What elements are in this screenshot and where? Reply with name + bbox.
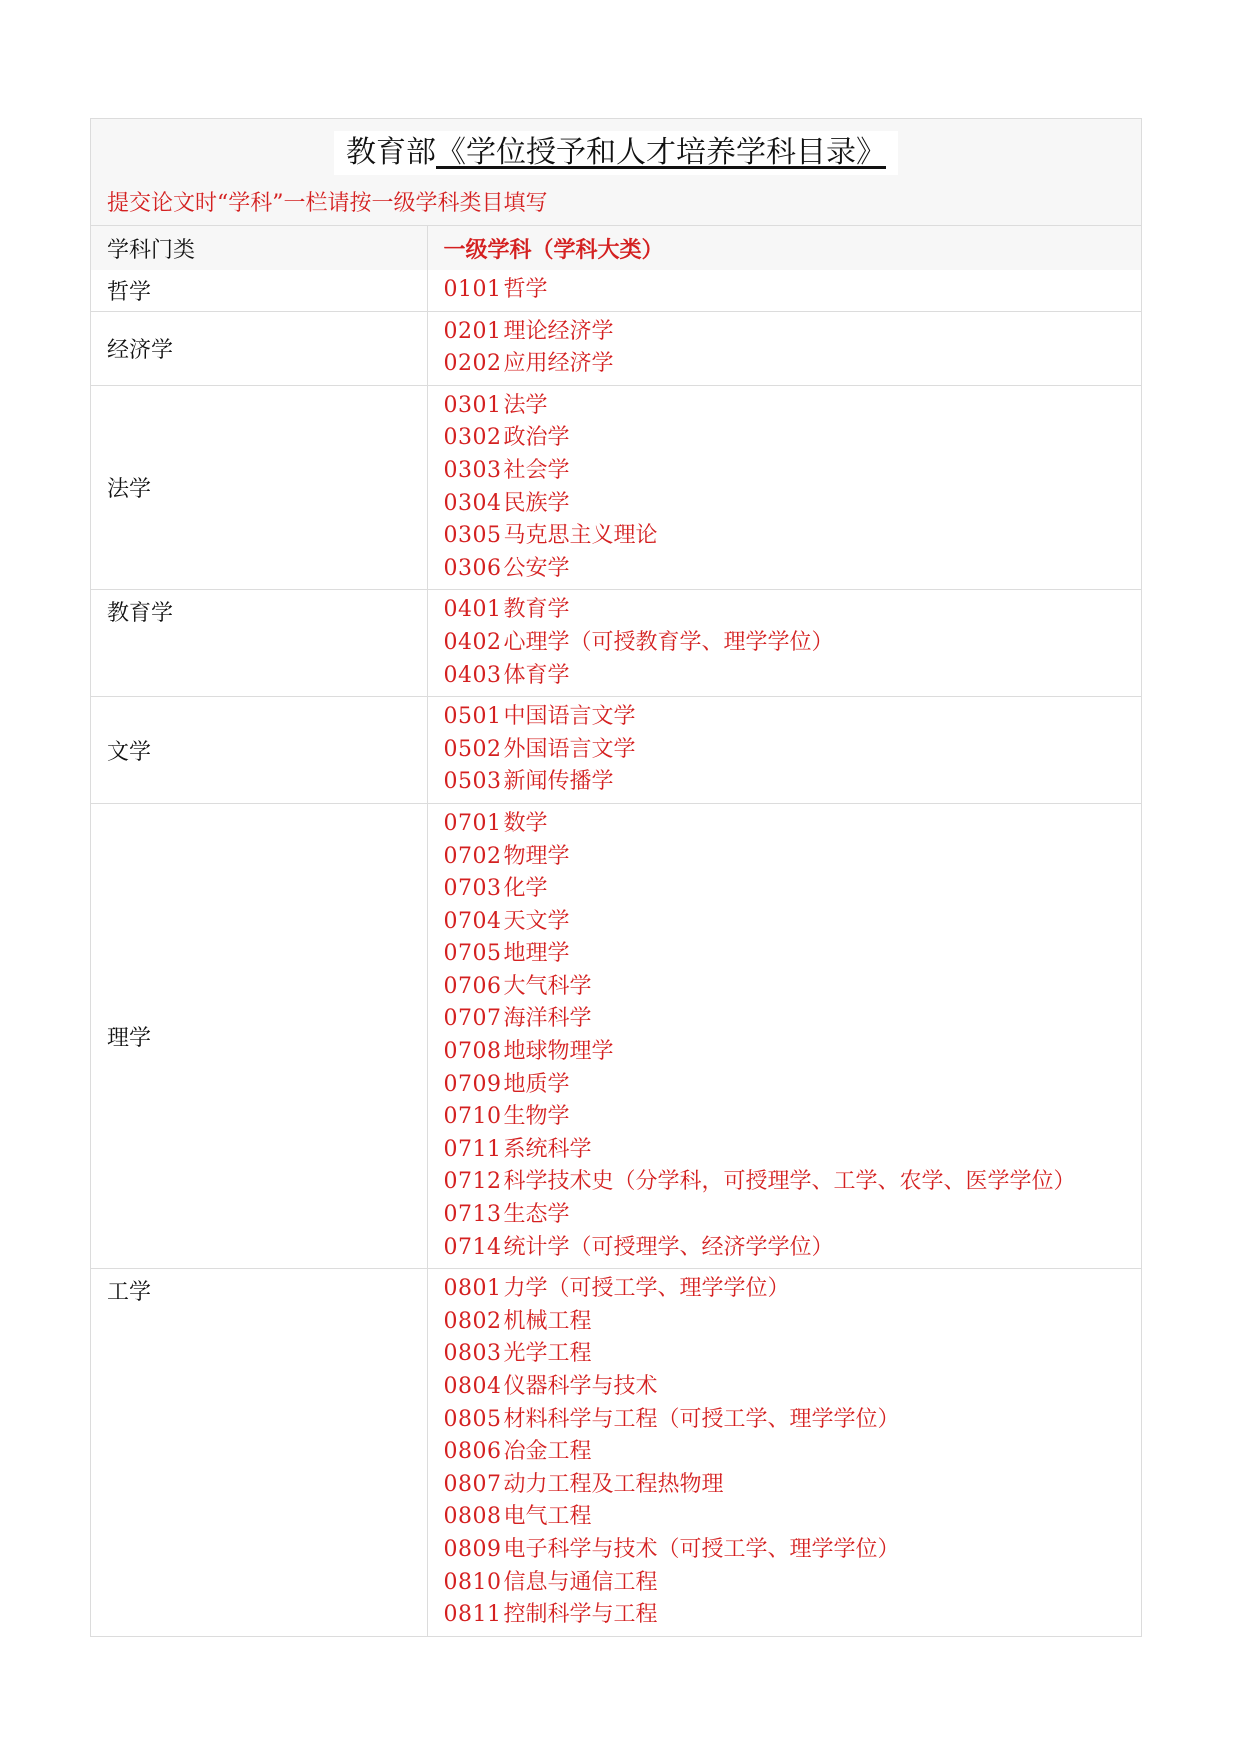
title-row: [107, 131, 1125, 183]
subject-code: 0701: [443, 810, 502, 836]
subject-item: [444, 1338, 1126, 1371]
subject-code: 0401: [443, 597, 502, 623]
subject-item: [444, 1599, 1126, 1632]
subject-name: 心理学（可授教育学、理学学位）: [503, 629, 834, 655]
subject-code: 0808: [443, 1504, 502, 1530]
subject-code: 0202: [443, 351, 502, 377]
subject-name: 电气工程: [503, 1504, 592, 1530]
subject-item: [444, 520, 1126, 553]
subject-item: [444, 1567, 1126, 1600]
subjects-cell: [427, 697, 1141, 804]
subject-code: 0704: [443, 908, 502, 934]
subject-name: 中国语言文学: [503, 704, 636, 730]
category-cell: 教育学: [91, 590, 427, 697]
subject-code: 0708: [443, 1039, 502, 1065]
subject-code: 0811: [443, 1602, 502, 1628]
subject-code: 0201: [443, 318, 502, 344]
subject-item: [444, 553, 1126, 586]
subject-code: 0810: [443, 1569, 502, 1595]
table-body: [91, 270, 1141, 1636]
subject-item: [444, 422, 1126, 455]
category-cell: 经济学: [91, 311, 427, 385]
subject-item: [444, 1436, 1126, 1469]
subject-name: 系统科学: [503, 1136, 592, 1162]
subjects-cell: [427, 270, 1141, 311]
subject-item: [444, 938, 1126, 971]
subject-code: 0501: [443, 704, 502, 730]
subject-item: [444, 1469, 1126, 1502]
subject-code: 0714: [443, 1234, 502, 1260]
subject-item: [444, 1101, 1126, 1134]
subject-code: 0711: [443, 1136, 502, 1162]
subject-name: 统计学（可授理学、经济学学位）: [503, 1234, 834, 1260]
table-row: [91, 1269, 1141, 1636]
subject-name: 马克思主义理论: [503, 523, 658, 549]
subject-item: [444, 1371, 1126, 1404]
title-book: 《学位授予和人才培养学科目录》: [436, 135, 886, 170]
subject-item: [444, 808, 1126, 841]
subject-item: [444, 1273, 1126, 1306]
subject-code: 0802: [443, 1308, 502, 1334]
subject-name: 力学（可授工学、理学学位）: [503, 1276, 790, 1302]
subject-code: 0304: [443, 490, 502, 516]
subject-name: 地理学: [503, 941, 570, 967]
table-row: [91, 697, 1141, 804]
subject-code: 0709: [443, 1071, 502, 1097]
subject-item: [444, 1069, 1126, 1102]
subject-name: 生态学: [503, 1202, 570, 1228]
subject-item: [444, 1501, 1126, 1534]
subject-name: 民族学: [503, 490, 570, 516]
category-cell: 法学: [91, 385, 427, 590]
subject-code: 0706: [443, 973, 502, 999]
subject-name: 公安学: [503, 555, 570, 581]
subject-code: 0703: [443, 876, 502, 902]
subject-name: 法学: [503, 392, 548, 418]
subject-name: 材料科学与工程（可授工学、理学学位）: [503, 1406, 900, 1432]
subject-name: 外国语言文学: [503, 736, 636, 762]
table-row: [91, 270, 1141, 311]
subject-item: [444, 841, 1126, 874]
category-cell: 理学: [91, 803, 427, 1268]
subjects-cell: [427, 311, 1141, 385]
subject-name: 社会学: [503, 457, 570, 483]
subject-name: 物理学: [503, 843, 570, 869]
table-row: [91, 385, 1141, 590]
subject-item: [444, 906, 1126, 939]
subject-name: 生物学: [503, 1104, 570, 1130]
subject-item: [444, 348, 1126, 381]
subject-item: [444, 1534, 1126, 1567]
subject-item: [444, 660, 1126, 693]
subject-code: 0805: [443, 1406, 502, 1432]
subject-item: [444, 390, 1126, 423]
subject-code: 0702: [443, 843, 502, 869]
subject-name: 地质学: [503, 1071, 570, 1097]
subject-item: [444, 701, 1126, 734]
subject-name: 机械工程: [503, 1308, 592, 1334]
category-cell: 文学: [91, 697, 427, 804]
subject-code: 0305: [443, 523, 502, 549]
subject-item: [444, 766, 1126, 799]
table-header-row: [91, 226, 1141, 270]
subject-code: 0806: [443, 1439, 502, 1465]
subject-item: [444, 1404, 1126, 1437]
subject-name: 体育学: [503, 662, 570, 688]
category-cell: 工学: [91, 1269, 427, 1636]
subjects-cell: [427, 803, 1141, 1268]
subject-code: 0402: [443, 629, 502, 655]
subject-code: 0301: [443, 392, 502, 418]
subject-code: 0803: [443, 1341, 502, 1367]
table-row: [91, 590, 1141, 697]
subject-name: 天文学: [503, 908, 570, 934]
subject-name: 电子科学与技术（可授工学、理学学位）: [503, 1536, 900, 1562]
subject-item: [444, 1199, 1126, 1232]
subject-item: [444, 734, 1126, 767]
subject-item: [444, 627, 1126, 660]
subject-item: [444, 1232, 1126, 1265]
subject-name: 信息与通信工程: [503, 1569, 658, 1595]
subject-item: [444, 1036, 1126, 1069]
subject-name: 理论经济学: [503, 318, 614, 344]
subject-item: [444, 1134, 1126, 1167]
subject-item: [444, 873, 1126, 906]
subject-item: [444, 1003, 1126, 1036]
subject-code: 0101: [443, 277, 502, 302]
subject-code: 0713: [443, 1202, 502, 1228]
subject-name: 科学技术史（分学科，可授理学、工学、农学、医学学位）: [503, 1169, 1076, 1195]
subject-code: 0707: [443, 1006, 502, 1032]
subject-code: 0502: [443, 736, 502, 762]
document-sheet: [90, 118, 1142, 1637]
subject-code: 0705: [443, 941, 502, 967]
subject-code: 0804: [443, 1374, 502, 1399]
table-row: [91, 311, 1141, 385]
subject-code: 0807: [443, 1471, 502, 1497]
subject-name: 哲学: [503, 277, 548, 302]
table-row: [91, 803, 1141, 1268]
subject-name: 大气科学: [503, 973, 592, 999]
subject-item: [444, 1166, 1126, 1199]
subject-item: [444, 316, 1126, 349]
subject-code: 0302: [443, 425, 502, 451]
subject-code: 0710: [443, 1104, 502, 1130]
instruction-note: 提交论文时“学科”一栏请按一级学科类目填写: [107, 191, 548, 216]
subject-code: 0403: [443, 662, 502, 688]
header-subject: 一级学科（学科大类）: [443, 237, 664, 263]
subject-name: 地球物理学: [503, 1039, 614, 1065]
subject-code: 0306: [443, 555, 502, 581]
document-title: [334, 131, 898, 175]
subject-name: 数学: [503, 810, 548, 836]
subject-name: 光学工程: [503, 1341, 592, 1367]
subject-item: [444, 455, 1126, 488]
subject-item: [444, 594, 1126, 627]
subject-name: 动力工程及工程热物理: [503, 1471, 724, 1497]
subject-name: 仪器科学与技术: [503, 1374, 658, 1399]
title-prefix: 教育部: [346, 135, 436, 170]
subject-code: 0801: [443, 1276, 502, 1302]
subject-code: 0712: [443, 1169, 502, 1195]
subject-name: 教育学: [503, 597, 570, 623]
subject-name: 新闻传播学: [503, 769, 614, 795]
subject-item: [444, 488, 1126, 521]
subject-name: 应用经济学: [503, 351, 614, 377]
subjects-cell: [427, 385, 1141, 590]
subject-code: 0303: [443, 457, 502, 483]
subject-code: 0809: [443, 1536, 502, 1562]
header-category: 学科门类: [91, 226, 427, 270]
subject-name: 政治学: [503, 425, 570, 451]
title-block: [91, 119, 1141, 226]
subjects-cell: [427, 590, 1141, 697]
subject-name: 海洋科学: [503, 1006, 592, 1032]
subjects-cell: [427, 1269, 1141, 1636]
category-cell: 哲学: [91, 270, 427, 311]
subject-item: [444, 274, 1126, 307]
subject-item: [444, 1306, 1126, 1339]
subject-item: [444, 971, 1126, 1004]
subject-code: 0503: [443, 769, 502, 795]
subject-table: [91, 226, 1141, 1636]
subject-name: 化学: [503, 876, 548, 902]
subject-name: 控制科学与工程: [503, 1602, 658, 1628]
subject-name: 冶金工程: [503, 1439, 592, 1465]
